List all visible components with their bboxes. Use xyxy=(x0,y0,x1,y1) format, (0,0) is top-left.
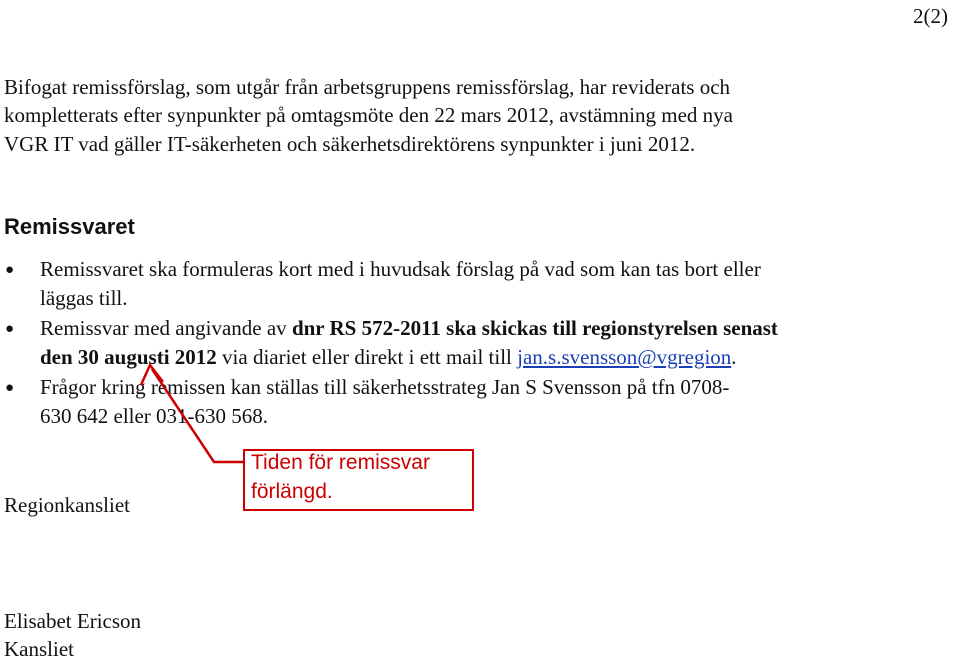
intro-line-3: VGR IT vad gäller IT-säkerheten och säkerhetsdirektörens synpunkter i juni 2012. xyxy=(4,132,696,156)
bullet-3-line-1: Frågor kring remissen kan ställas till säkerhetsstrateg Jan S Svensson på tfn 0708- xyxy=(40,375,730,399)
bullet-3-line-2: 630 642 eller 031-630 568. xyxy=(40,404,269,428)
bullet-1-line-1: Remissvaret ska formuleras kort med i huvudsak förslag på vad som kan tas bort eller xyxy=(40,257,761,281)
email-link[interactable]: jan.s.svensson@vgregion xyxy=(517,345,732,369)
intro-line-1: Bifogat remissförslag, som utgår från arbetsgruppens remissförslag, har reviderats och xyxy=(4,75,731,99)
callout-line-1: Tiden för remissvar xyxy=(251,451,430,474)
signature-name: Elisabet Ericson xyxy=(4,609,142,633)
signature-department: Regionkansliet xyxy=(4,493,130,517)
bullet-2-line-2 xyxy=(40,345,737,370)
callout-line-2: förlängd. xyxy=(251,480,333,503)
page-number: 2(2) xyxy=(913,4,948,28)
bullet-dot-icon: ● xyxy=(5,262,15,278)
bullet-2-text-a: Remissvar med angivande av xyxy=(40,316,292,340)
bullet-dot-icon: ● xyxy=(5,321,15,337)
intro-line-2: kompletterats efter synpunkter på omtagsmöte den 22 mars 2012, avstämning med nya xyxy=(4,103,733,127)
bullet-dot-icon: ● xyxy=(5,380,15,396)
bullet-2-line-1 xyxy=(40,316,778,341)
bullet-2-deadline: den 30 augusti 2012 xyxy=(40,345,217,369)
signature-unit: Kansliet xyxy=(4,637,74,661)
bullet-2-text-c: via diariet eller direkt i ett mail till xyxy=(216,345,518,369)
bullet-2-text-b: dnr RS 572-2011 ska skickas till regionstyrelsen senast xyxy=(291,316,778,340)
bullet-2-period: . xyxy=(731,345,737,369)
section-heading: Remissvaret xyxy=(4,214,135,239)
bullet-1-line-2: läggas till. xyxy=(40,286,128,310)
